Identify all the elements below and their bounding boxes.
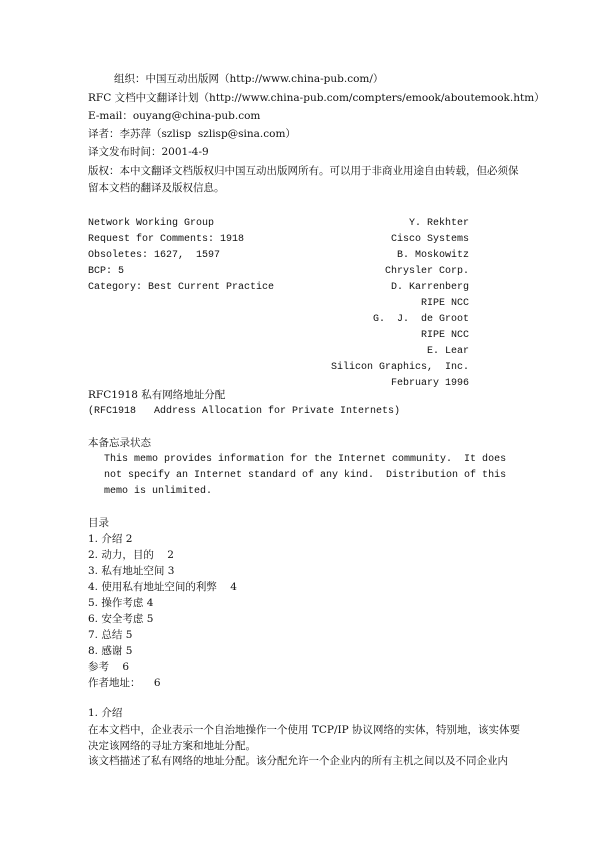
rfc-left-1: Request for Comments: 1918 — [88, 234, 245, 245]
rfc-right-4: D. Karrenberg — [390, 282, 469, 293]
copyright-paragraph: 版权：本中文翻译文档版权归中国互动出版网所有。可以用于非商业用途自由转载，但必须保留本文档的翻译及版权信息。 — [88, 165, 519, 194]
org-line: 组织：中国互动出版网（http://www.china-pub.com/） — [114, 73, 384, 85]
title-cn: RFC1918 私有网络地址分配 — [88, 389, 226, 401]
rfc-right-7: RIPE NCC — [420, 330, 469, 341]
rfc-left-4: Category: Best Current Practice — [88, 282, 275, 293]
status-line-0: This memo provides information for the Internet community. It does — [104, 454, 507, 465]
toc-item: 2. 动力，目的 2 — [88, 549, 174, 561]
toc-item: 5. 操作考虑 4 — [88, 597, 154, 609]
date-line: 译文发布时间：2001-4-9 — [88, 146, 209, 158]
toc-item: 6. 安全考虑 5 — [88, 613, 154, 625]
intro-heading: 1. 介绍 — [88, 707, 123, 719]
rfc-right-8: E. Lear — [426, 346, 469, 357]
rfc-right-5: RIPE NCC — [420, 298, 469, 309]
status-line-1: not specify an Internet standard of any kind. Distribution of this — [104, 470, 507, 481]
status-heading: 本备忘录状态 — [88, 437, 151, 449]
toc-item: 作者地址： 6 — [88, 677, 161, 689]
toc-item: 1. 介绍 2 — [88, 533, 133, 545]
rfc-right-1: Cisco Systems — [390, 234, 469, 245]
toc-heading: 目录 — [88, 517, 109, 529]
intro-paragraph-2: 该文档描述了私有网络的地址分配。该分配允许一个企业内的所有主机之间以及不同企业内 — [88, 755, 508, 767]
toc-item: 4. 使用私有地址空间的利弊 4 — [88, 581, 237, 593]
rfc-right-9: Silicon Graphics, Inc. — [330, 362, 469, 373]
rfc-right-10: February 1996 — [390, 378, 469, 389]
toc-item: 7. 总结 5 — [88, 629, 133, 641]
toc-item: 3. 私有地址空间 3 — [88, 565, 175, 577]
rfc-left-2: Obsoletes: 1627, 1597 — [88, 250, 221, 261]
status-line-2: memo is unlimited. — [104, 486, 213, 497]
rfc-left-0: Network Working Group — [88, 218, 215, 229]
project-line: RFC 文档中文翻译计划（http://www.china-pub.com/compters/emook/aboutemook.htm） — [88, 92, 545, 104]
title-en: (RFC1918 Address Allocation for Private Internets) — [88, 406, 401, 417]
rfc-left-3: BCP: 5 — [88, 266, 125, 277]
toc-item: 参考 6 — [88, 661, 130, 673]
intro-paragraph-1: 在本文档中，企业表示一个自治地操作一个使用 TCP/IP 协议网络的实体，特别地，该实体要决定该网络的寻址方案和地址分配。 — [88, 724, 521, 752]
email-line: E-mail：ouyang@china-pub.com — [88, 110, 261, 122]
rfc-right-0: Y. Rekhter — [408, 218, 469, 229]
rfc-right-3: Chrysler Corp. — [384, 266, 469, 277]
rfc-right-2: B. Moskowitz — [396, 250, 469, 261]
toc-item: 8. 感谢 5 — [88, 645, 133, 657]
translator-line: 译者：李苏萍（szlisp szlisp@sina.com） — [88, 128, 296, 140]
rfc-right-6: G. J. de Groot — [372, 314, 469, 325]
